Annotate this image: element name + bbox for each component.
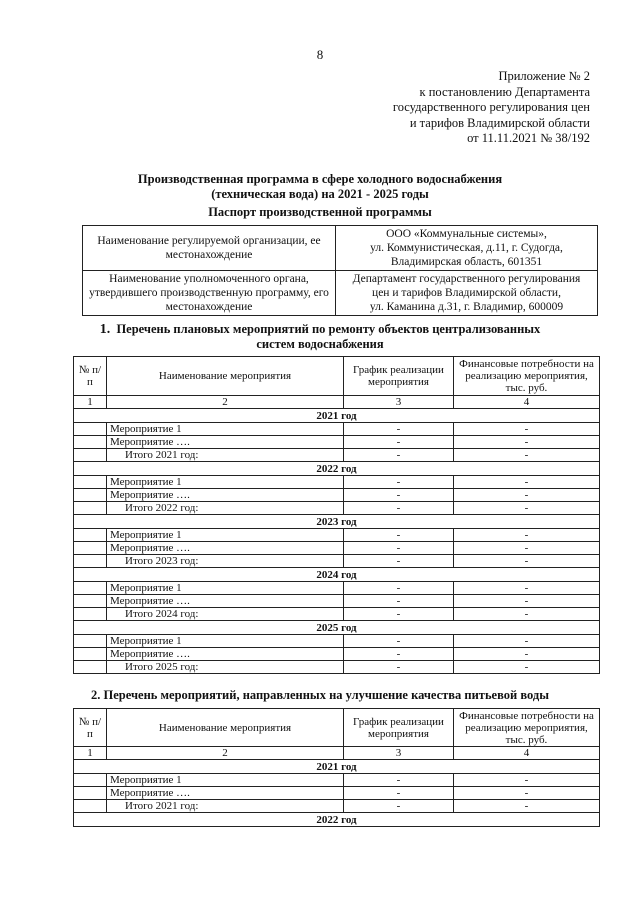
year-row xyxy=(74,568,600,582)
schedule-cell: - xyxy=(344,502,454,515)
measure-row xyxy=(74,489,600,502)
schedule-cell: - xyxy=(344,582,454,595)
row-number-cell xyxy=(74,582,107,595)
finance-cell: - xyxy=(454,595,600,608)
passport-value-line: ул. Коммунистическая, д.11, г. Судогда, xyxy=(370,242,563,254)
column-number: 4 xyxy=(454,396,600,409)
row-number-cell xyxy=(74,595,107,608)
schedule-cell: - xyxy=(344,774,454,787)
schedule-cell: - xyxy=(344,661,454,674)
year-row xyxy=(74,621,600,635)
year-row xyxy=(74,462,600,476)
finance-cell: - xyxy=(454,489,600,502)
row-number-cell xyxy=(74,608,107,621)
year-label: 2022 год xyxy=(74,462,600,476)
measure-name: Мероприятие …. xyxy=(107,787,344,800)
passport-value-line: Департамент государственного регулирования xyxy=(352,273,581,285)
year-label: 2023 год xyxy=(74,515,600,529)
finance-cell: - xyxy=(454,502,600,515)
schedule-cell: - xyxy=(344,608,454,621)
measure-name: Мероприятие …. xyxy=(107,542,344,555)
row-number-cell xyxy=(74,423,107,436)
measure-row xyxy=(74,787,600,800)
passport-row xyxy=(83,226,598,271)
passport-heading: Паспорт производственной программы xyxy=(208,205,432,219)
measure-name: Мероприятие 1 xyxy=(107,582,344,595)
table-header-row xyxy=(74,709,600,747)
finance-cell: - xyxy=(454,542,600,555)
document-title xyxy=(0,172,640,202)
total-row xyxy=(74,555,600,568)
column-header: График реализации мероприятия xyxy=(344,709,454,747)
column-number: 2 xyxy=(107,747,344,760)
column-header: Финансовые потребности на реализацию мероприятия, тыс. руб. xyxy=(454,709,600,747)
total-label: Итого 2021 год: xyxy=(107,449,344,462)
passport-value-line: ООО «Коммунальные системы», xyxy=(386,228,547,240)
measure-name: Мероприятие 1 xyxy=(107,635,344,648)
finance-cell: - xyxy=(454,648,600,661)
measure-name: Мероприятие 1 xyxy=(107,423,344,436)
column-header: № п/п xyxy=(74,357,107,396)
column-number: 4 xyxy=(454,747,600,760)
year-label: 2024 год xyxy=(74,568,600,582)
finance-cell: - xyxy=(454,774,600,787)
passport-label: Наименование уполномоченного органа, утвердившего производственную программу, его местонахождение xyxy=(83,271,336,316)
appendix-block xyxy=(350,69,590,147)
total-row xyxy=(74,502,600,515)
passport-table xyxy=(82,225,598,316)
year-row xyxy=(74,760,600,774)
measure-row xyxy=(74,595,600,608)
section-1-heading xyxy=(30,322,610,351)
row-number-cell xyxy=(74,542,107,555)
finance-cell: - xyxy=(454,476,600,489)
row-number-cell xyxy=(74,635,107,648)
year-label: 2021 год xyxy=(74,409,600,423)
total-label: Итого 2021 год: xyxy=(107,800,344,813)
schedule-cell: - xyxy=(344,555,454,568)
row-number-cell xyxy=(74,529,107,542)
column-header: График реализации мероприятия xyxy=(344,357,454,396)
schedule-cell: - xyxy=(344,648,454,661)
measure-row xyxy=(74,436,600,449)
section-1-title-line-1: Перечень плановых мероприятий по ремонту объектов централизованных xyxy=(116,322,541,336)
measure-name: Мероприятие 1 xyxy=(107,774,344,787)
column-number: 3 xyxy=(344,747,454,760)
finance-cell: - xyxy=(454,661,600,674)
measure-name: Мероприятие 1 xyxy=(107,476,344,489)
row-number-cell xyxy=(74,800,107,813)
schedule-cell: - xyxy=(344,489,454,502)
column-number: 1 xyxy=(74,747,107,760)
column-number: 3 xyxy=(344,396,454,409)
passport-value-line: Владимирская область, 601351 xyxy=(390,256,543,268)
schedule-cell: - xyxy=(344,449,454,462)
row-number-cell xyxy=(74,489,107,502)
appendix-line: Приложение № 2 xyxy=(498,69,590,83)
measure-row xyxy=(74,774,600,787)
column-header: № п/п xyxy=(74,709,107,747)
row-number-cell xyxy=(74,449,107,462)
row-number-cell xyxy=(74,555,107,568)
row-number-cell xyxy=(74,661,107,674)
schedule-cell: - xyxy=(344,436,454,449)
total-label: Итого 2022 год: xyxy=(107,502,344,515)
finance-cell: - xyxy=(454,635,600,648)
measure-name: Мероприятие …. xyxy=(107,489,344,502)
row-number-cell xyxy=(74,436,107,449)
row-number-cell xyxy=(74,502,107,515)
year-row xyxy=(74,409,600,423)
total-label: Итого 2024 год: xyxy=(107,608,344,621)
total-label: Итого 2025 год: xyxy=(107,661,344,674)
row-number-cell xyxy=(74,774,107,787)
row-number-cell xyxy=(74,648,107,661)
measure-row xyxy=(74,542,600,555)
year-row xyxy=(74,515,600,529)
section-1-title-line-2: систем водоснабжения xyxy=(256,337,384,351)
measure-row xyxy=(74,635,600,648)
section-2-heading: 2. Перечень мероприятий, направленных на улучшение качества питьевой воды xyxy=(91,688,549,702)
finance-cell: - xyxy=(454,608,600,621)
column-header: Финансовые потребности на реализацию мероприятия, тыс. руб. xyxy=(454,357,600,396)
measure-row xyxy=(74,529,600,542)
finance-cell: - xyxy=(454,449,600,462)
passport-row xyxy=(83,271,598,316)
passport-value xyxy=(336,226,598,271)
section-1-number: 1. xyxy=(99,322,111,337)
title-line-2: (техническая вода) на 2021 - 2025 годы xyxy=(211,187,429,201)
table-header-row xyxy=(74,357,600,396)
schedule-cell: - xyxy=(344,423,454,436)
measure-name: Мероприятие …. xyxy=(107,436,344,449)
passport-value xyxy=(336,271,598,316)
passport-value-line: цен и тарифов Владимирской области, xyxy=(372,287,561,299)
schedule-cell: - xyxy=(344,787,454,800)
total-row xyxy=(74,800,600,813)
measures-table-1 xyxy=(73,356,600,674)
measure-row xyxy=(74,582,600,595)
schedule-cell: - xyxy=(344,635,454,648)
measure-row xyxy=(74,476,600,489)
year-label: 2021 год xyxy=(74,760,600,774)
page-number: 8 xyxy=(316,47,324,62)
column-number-row xyxy=(74,747,600,760)
schedule-cell: - xyxy=(344,476,454,489)
finance-cell: - xyxy=(454,800,600,813)
finance-cell: - xyxy=(454,436,600,449)
year-label: 2025 год xyxy=(74,621,600,635)
finance-cell: - xyxy=(454,423,600,436)
row-number-cell xyxy=(74,476,107,489)
year-row xyxy=(74,813,600,827)
appendix-line: к постановлению Департамента xyxy=(419,84,590,99)
year-label: 2022 год xyxy=(74,813,600,827)
title-line-1: Производственная программа в сфере холодного водоснабжения xyxy=(137,172,503,186)
column-number: 1 xyxy=(74,396,107,409)
finance-cell: - xyxy=(454,582,600,595)
row-number-cell xyxy=(74,787,107,800)
measure-name: Мероприятие …. xyxy=(107,595,344,608)
total-row xyxy=(74,449,600,462)
appendix-line: от 11.11.2021 № 38/192 xyxy=(467,131,590,145)
passport-value-line: ул. Каманина д.31, г. Владимир, 600009 xyxy=(369,301,564,313)
measure-name: Мероприятие …. xyxy=(107,648,344,661)
measure-row xyxy=(74,423,600,436)
schedule-cell: - xyxy=(344,529,454,542)
appendix-line: и тарифов Владимирской области xyxy=(409,115,590,130)
schedule-cell: - xyxy=(344,800,454,813)
finance-cell: - xyxy=(454,555,600,568)
total-label: Итого 2023 год: xyxy=(107,555,344,568)
finance-cell: - xyxy=(454,787,600,800)
schedule-cell: - xyxy=(344,595,454,608)
measure-name: Мероприятие 1 xyxy=(107,529,344,542)
measure-row xyxy=(74,648,600,661)
total-row xyxy=(74,608,600,621)
column-number: 2 xyxy=(107,396,344,409)
total-row xyxy=(74,661,600,674)
column-header: Наименование мероприятия xyxy=(107,709,344,747)
column-header: Наименование мероприятия xyxy=(107,357,344,396)
schedule-cell: - xyxy=(344,542,454,555)
column-number-row xyxy=(74,396,600,409)
measures-table-2 xyxy=(73,708,600,827)
passport-label: Наименование регулируемой организации, ее местонахождение xyxy=(83,226,336,271)
appendix-line: государственного регулирования цен xyxy=(392,100,590,114)
finance-cell: - xyxy=(454,529,600,542)
